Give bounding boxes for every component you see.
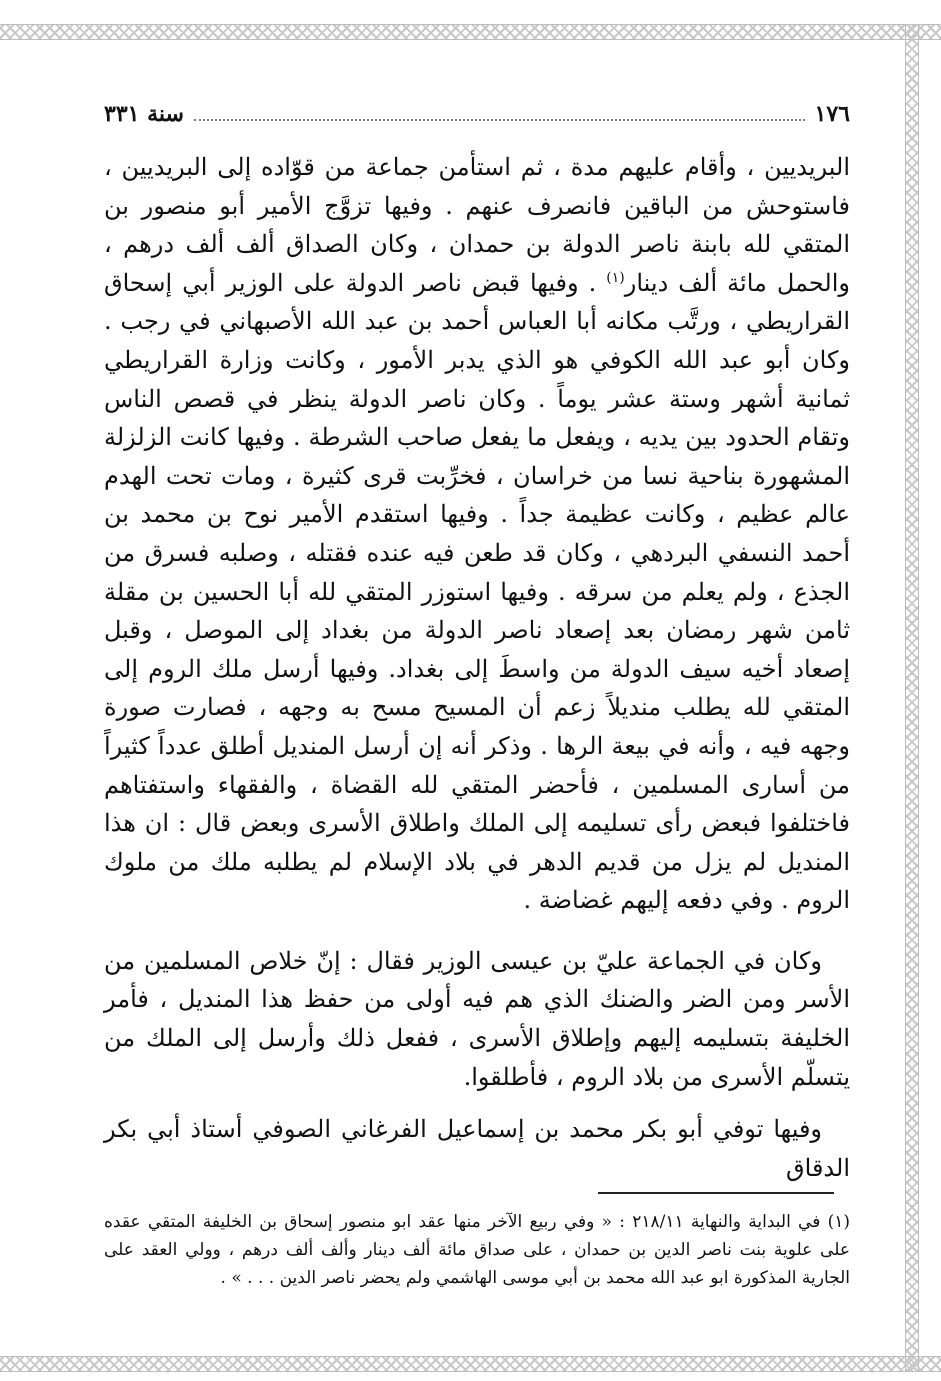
decorative-border-right: [905, 24, 919, 1371]
paragraph-2: وكان في الجماعة عليّ بن عيسى الوزير فقال : إنّ خلاص المسلمين من الأسر ومن الضر والضنك الذي هم فيه أولى من حفظ هذا المنديل ، فأمر الخليفة بتسليمه إليهم وإطلاق الأسرى ، ففعل ذلك وأرسل إلى الملك من يتسلّم الأسرى من بلاد الروم ، فأطلقوا.: [104, 946, 850, 1091]
paragraph-1: [104, 148, 850, 920]
decorative-border-top: [0, 24, 941, 40]
decorative-border-bottom: [0, 1356, 941, 1372]
main-text: [104, 148, 850, 1201]
paragraph-3: وفيها توفي أبو بكر محمد بن إسماعيل الفرغاني الصوفي أستاذ أبي بكر الدقاق: [104, 1115, 850, 1182]
paragraph-1-text-a: البريديين ، وأقام عليهم مدة ، ثم استأمن جماعة من قوّاده إلى البريديين ، فاستوحش من الباقين فانصرف عنهم . وفيها تزوَّج الأمير أبو منصور بن المتقي لله بابنة ناصر الدولة بن حمدان ، وكان الصداق ألف ألف درهم ، والحمل مائة ألف دينار: [104, 153, 851, 297]
paragraph-1-text-b: . وفيها قبض ناصر الدولة على الوزير أبي إسحاق القراريطي ، ورتَّب مكانه أبا العباس أحمد بن عبد الله الأصبهاني في رجب . وكان أبو عبد الله الكوفي هو الذي يدبر الأمور ، وكانت وزارة القراريطي ثمانية أشهر وستة عشر يوماً . وكان ناصر الدولة ينظر في قصص الناس وتقام الحدود بين يديه ، ويفعل ما يفعل صاحب الشرطة . وفيها كانت الزلزلة المشهورة بناحية نسا من خراسان ، فخرِّبت قرى كثيرة ، ومات تحت الهدم عالم عظيم ، وكانت عظيمة جداً . وفيها استقدم الأمير نوح بن محمد بن أحمد النسفي البردهي ، وكان قد طعن فيه عنده فقتله ، وصلبه فسرق من الجذع ، ولم يعلم من سرقه . وفيها استوزر المتقي لله أبا الحسين بن مقلة ثامن شهر رمضان بعد إصعاد ناصر الدولة من بغداد إلى الموصل ، وقبل إصعاد أخيه سيف الدولة من واسطَ إلى بغداد. وفيها أرسل ملك الروم إلى المتقي لله يطلب منديلاً زعم أن المسيح مسح به وجهه ، فصارت صورة وجهه فيه ، وأنه في بيعة الرها . وذكر أنه إن أرسل المنديل أطلق عدداً كثيراً من أسارى المسلمين ، فأحضر المتقي لله القضاة ، والفقهاء واستفتاهم فاختلفوا فبعض رأى تسليمه إلى الملك واطلاق الأسرى وبعض قال : ان هذا المنديل لم يزل من قديم الدهر في بلاد الإسلام لم يطلبه ملك من ملوك الروم . وفي دفعه إليهم غضاضة .: [104, 268, 851, 915]
running-header: [104, 94, 850, 134]
running-head-year: سنة ٣٣١: [104, 101, 184, 127]
footnote-reference[interactable]: (١): [606, 269, 625, 286]
page-number: ١٧٦: [814, 101, 850, 127]
header-dotted-leader: [194, 118, 805, 121]
footnote: (١) في البداية والنهاية ٢١٨/١١ : « وفي ربيع الآخر منها عقد ابو منصور إسحاق بن الخليفة المتقي عقده على علوية بنت ناصر الدين بن حمدان ، على صداق مائة ألف دينار وألف ألف درهم ، وولي العقد على الجارية المذكورة ابو عبد الله محمد بن أبي موسى الهاشمي ولم يحضر ناصر الدين . . . » .: [104, 1212, 851, 1288]
footnote-separator: [598, 1192, 834, 1194]
